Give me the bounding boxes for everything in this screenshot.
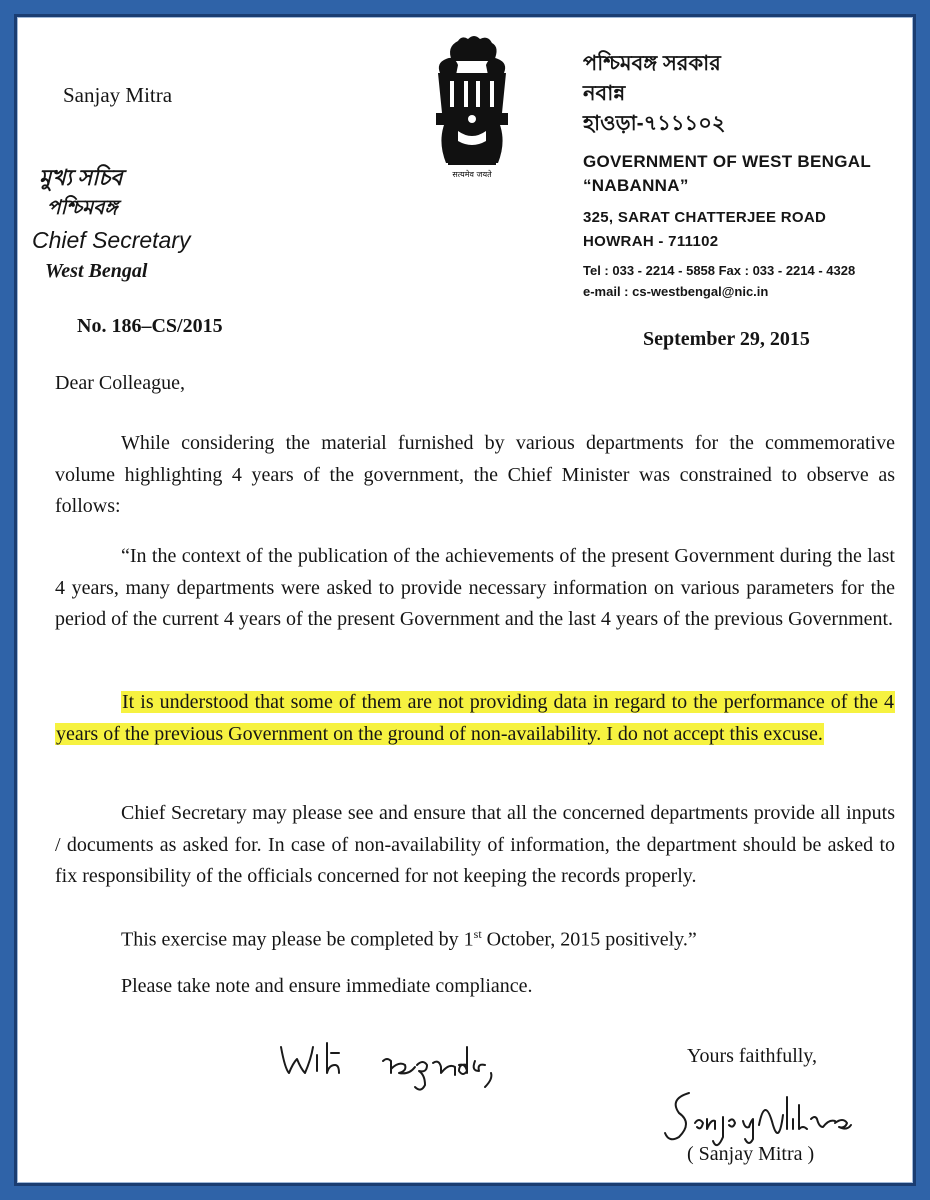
- telephone-fax: Tel : 033 - 2214 - 5858 Fax : 033 - 2214 - 4328: [583, 263, 856, 278]
- address-city: HOWRAH - 711102: [583, 233, 719, 250]
- building-name: “NABANNA”: [583, 176, 689, 195]
- state-english: West Bengal: [45, 260, 148, 282]
- highlighted-text: It is understood that some of them are not providing data in regard to the performance of the 4 years of the previous Government on the ground of non-availability. I do not accept this excuse.: [56, 691, 894, 745]
- paragraph-highlighted: [55, 687, 895, 750]
- office-bengali-line1: পশ্চিমবঙ্গ সরকার: [583, 52, 721, 75]
- letter-page: [14, 14, 916, 1186]
- paragraph-instruction: Chief Secretary may please see and ensure that all the concerned departments provide all inputs / documents as asked for. In case of non-availability of information, the department should be asked to fix responsibility of the officials concerned for not keeping the records properly.: [55, 802, 895, 887]
- sender-name: Sanjay Mitra: [63, 83, 173, 107]
- salutation: Dear Colleague,: [55, 372, 185, 394]
- paragraph-intro: While considering the material furnished by various departments for the commemorative volume highlighting 4 years of the government, the Chief Minister was constrained to observe as follows:: [55, 432, 895, 517]
- handwritten-regards: [273, 1025, 553, 1095]
- state-bengali: পশ্চিমবঙ্গ: [47, 197, 118, 219]
- office-bengali-line3: হাওড়া-৭১১১০২: [583, 112, 726, 135]
- government-name: GOVERNMENT OF WEST BENGAL: [583, 152, 871, 171]
- email-address: e-mail : cs-westbengal@nic.in: [583, 284, 769, 299]
- designation-bengali: মুখ্য সচিব: [39, 165, 123, 190]
- paragraph-quote-context: “In the context of the publication of the achievements of the present Government during the last 4 years, many departments were asked to provide necessary information on various parameters for the period of the current 4 years of the present Government and the last 4 years of the previous Government.: [55, 545, 895, 630]
- address-road: 325, SARAT CHATTERJEE ROAD: [583, 209, 827, 226]
- closing: Yours faithfully,: [687, 1045, 818, 1067]
- designation-english: Chief Secretary: [32, 227, 191, 253]
- letter-date: September 29, 2015: [643, 328, 810, 350]
- compliance-line: Please take note and ensure immediate compliance.: [121, 975, 533, 997]
- svg-text:सत्यमेव जयते: सत्यमेव जयते: [452, 170, 492, 179]
- national-emblem-icon: [422, 31, 522, 181]
- deadline-line: This exercise may please be completed by 1st October, 2015 positively.”: [121, 927, 697, 951]
- reference-number: No. 186–CS/2015: [77, 315, 223, 337]
- office-bengali-line2: নবান্ন: [583, 82, 626, 105]
- signatory-name: ( Sanjay Mitra ): [687, 1143, 815, 1165]
